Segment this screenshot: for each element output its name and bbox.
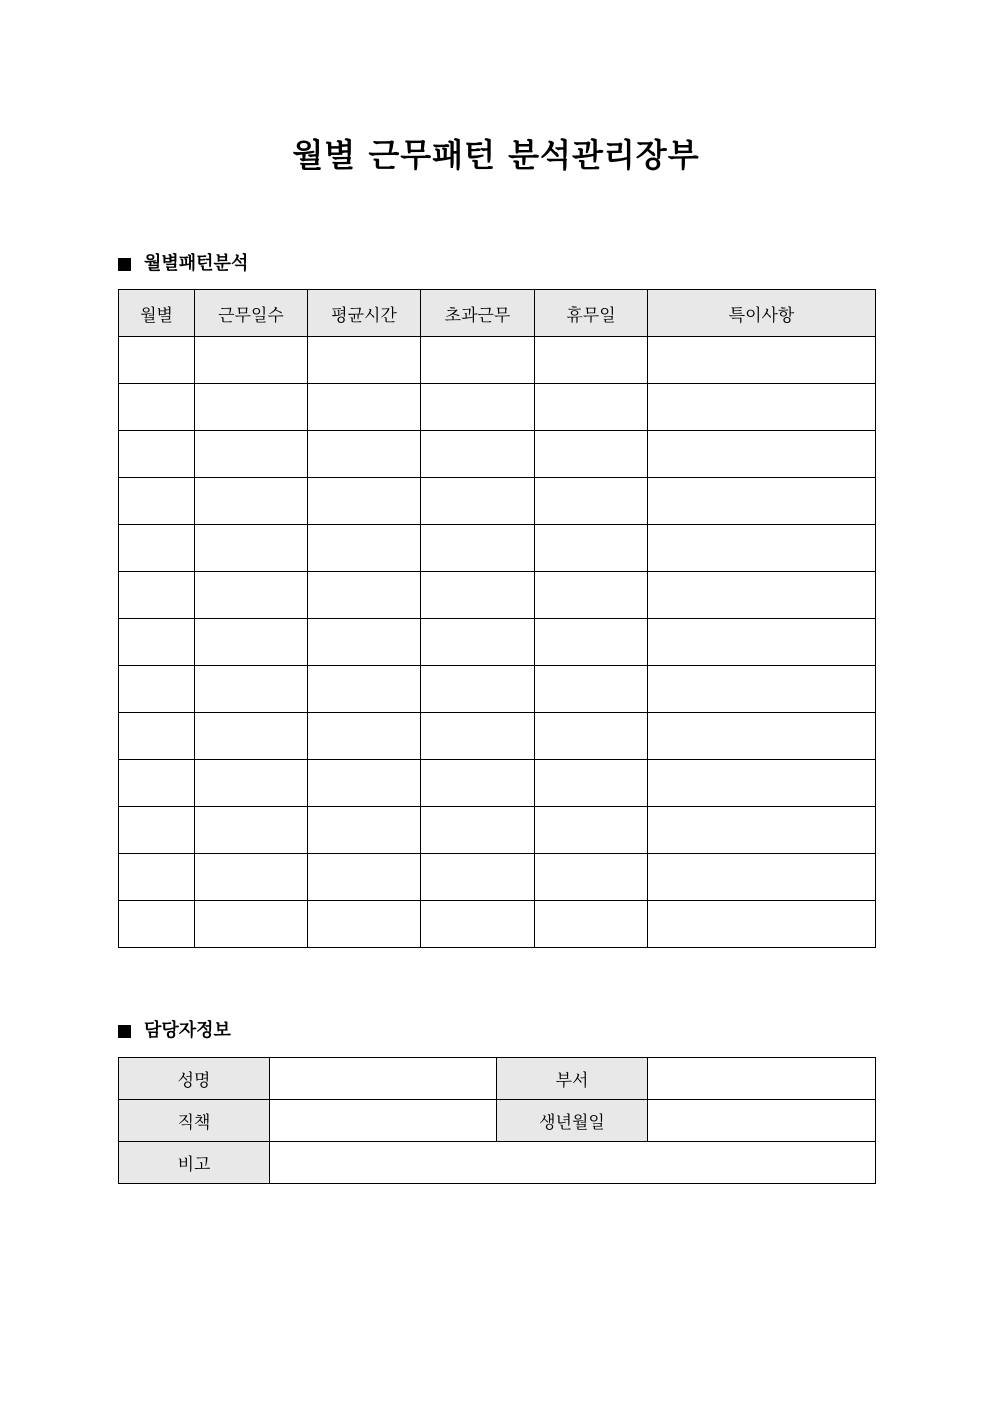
column-header-average-hours: 평균시간 [308, 290, 421, 337]
remarks-cell[interactable] [648, 854, 876, 901]
manager-section-title: 담당자정보 [144, 1020, 231, 1041]
table-row [119, 619, 876, 666]
overtime-cell[interactable] [421, 760, 535, 807]
month-cell[interactable] [119, 525, 195, 572]
table-row [119, 666, 876, 713]
days-off-cell[interactable] [535, 337, 648, 384]
average-hours-cell[interactable] [308, 431, 421, 478]
column-header-remarks: 특이사항 [648, 290, 876, 337]
work-days-cell[interactable] [195, 854, 308, 901]
days-off-cell[interactable] [535, 619, 648, 666]
month-cell[interactable] [119, 854, 195, 901]
average-hours-cell[interactable] [308, 901, 421, 948]
department-field[interactable] [648, 1058, 876, 1100]
table-row [119, 384, 876, 431]
table-row [119, 901, 876, 948]
remarks-cell[interactable] [648, 478, 876, 525]
table-row [119, 760, 876, 807]
work-days-cell[interactable] [195, 619, 308, 666]
note-field[interactable] [270, 1142, 876, 1184]
days-off-cell[interactable] [535, 666, 648, 713]
month-cell[interactable] [119, 384, 195, 431]
average-hours-cell[interactable] [308, 666, 421, 713]
month-cell[interactable] [119, 478, 195, 525]
column-header-work-days: 근무일수 [195, 290, 308, 337]
square-bullet-icon [118, 1025, 131, 1038]
table-row [119, 1058, 876, 1100]
average-hours-cell[interactable] [308, 478, 421, 525]
work-days-cell[interactable] [195, 384, 308, 431]
month-cell[interactable] [119, 901, 195, 948]
average-hours-cell[interactable] [308, 337, 421, 384]
work-days-cell[interactable] [195, 431, 308, 478]
work-days-cell[interactable] [195, 525, 308, 572]
overtime-cell[interactable] [421, 901, 535, 948]
overtime-cell[interactable] [421, 337, 535, 384]
days-off-cell[interactable] [535, 760, 648, 807]
overtime-cell[interactable] [421, 431, 535, 478]
table-row [119, 854, 876, 901]
column-header-month: 월별 [119, 290, 195, 337]
table-row [119, 1142, 876, 1184]
days-off-cell[interactable] [535, 384, 648, 431]
square-bullet-icon [118, 258, 131, 271]
name-field[interactable] [270, 1058, 497, 1100]
month-cell[interactable] [119, 713, 195, 760]
department-label: 부서 [497, 1058, 648, 1100]
month-cell[interactable] [119, 807, 195, 854]
table-row [119, 525, 876, 572]
overtime-cell[interactable] [421, 525, 535, 572]
work-days-cell[interactable] [195, 807, 308, 854]
work-days-cell[interactable] [195, 713, 308, 760]
average-hours-cell[interactable] [308, 572, 421, 619]
overtime-cell[interactable] [421, 713, 535, 760]
birthdate-label: 생년월일 [497, 1100, 648, 1142]
remarks-cell[interactable] [648, 431, 876, 478]
month-cell[interactable] [119, 337, 195, 384]
remarks-cell[interactable] [648, 713, 876, 760]
table-row [119, 1100, 876, 1142]
work-days-cell[interactable] [195, 337, 308, 384]
overtime-cell[interactable] [421, 666, 535, 713]
table-row [119, 807, 876, 854]
table-row [119, 431, 876, 478]
pattern-section-heading [118, 252, 248, 276]
position-field[interactable] [270, 1100, 497, 1142]
column-header-days-off: 휴무일 [535, 290, 648, 337]
average-hours-cell[interactable] [308, 760, 421, 807]
average-hours-cell[interactable] [308, 619, 421, 666]
remarks-cell[interactable] [648, 666, 876, 713]
table-row [119, 713, 876, 760]
average-hours-cell[interactable] [308, 525, 421, 572]
remarks-cell[interactable] [648, 901, 876, 948]
days-off-cell[interactable] [535, 525, 648, 572]
days-off-cell[interactable] [535, 807, 648, 854]
work-days-cell[interactable] [195, 760, 308, 807]
name-label: 성명 [119, 1058, 270, 1100]
overtime-cell[interactable] [421, 478, 535, 525]
work-days-cell[interactable] [195, 901, 308, 948]
position-label: 직책 [119, 1100, 270, 1142]
month-cell[interactable] [119, 619, 195, 666]
month-cell[interactable] [119, 572, 195, 619]
overtime-cell[interactable] [421, 854, 535, 901]
days-off-cell[interactable] [535, 901, 648, 948]
pattern-section-title: 월별패턴분석 [144, 253, 249, 274]
work-days-cell[interactable] [195, 572, 308, 619]
days-off-cell[interactable] [535, 572, 648, 619]
remarks-cell[interactable] [648, 760, 876, 807]
days-off-cell[interactable] [535, 854, 648, 901]
page-title: 월별 근무패턴 분석관리장부 [292, 136, 700, 174]
work-days-cell[interactable] [195, 666, 308, 713]
days-off-cell[interactable] [535, 431, 648, 478]
manager-section-heading [118, 1019, 231, 1043]
birthdate-field[interactable] [648, 1100, 876, 1142]
table-row [119, 478, 876, 525]
table-row [119, 337, 876, 384]
average-hours-cell[interactable] [308, 384, 421, 431]
remarks-cell[interactable] [648, 337, 876, 384]
overtime-cell[interactable] [421, 572, 535, 619]
days-off-cell[interactable] [535, 713, 648, 760]
table-header-row [119, 290, 876, 337]
remarks-cell[interactable] [648, 525, 876, 572]
average-hours-cell[interactable] [308, 713, 421, 760]
remarks-cell[interactable] [648, 619, 876, 666]
monthly-pattern-table [118, 289, 876, 948]
remarks-cell[interactable] [648, 572, 876, 619]
note-label: 비고 [119, 1142, 270, 1184]
month-cell[interactable] [119, 431, 195, 478]
overtime-cell[interactable] [421, 619, 535, 666]
month-cell[interactable] [119, 666, 195, 713]
remarks-cell[interactable] [648, 807, 876, 854]
table-row [119, 572, 876, 619]
overtime-cell[interactable] [421, 384, 535, 431]
column-header-overtime: 초과근무 [421, 290, 535, 337]
work-days-cell[interactable] [195, 478, 308, 525]
remarks-cell[interactable] [648, 384, 876, 431]
average-hours-cell[interactable] [308, 854, 421, 901]
overtime-cell[interactable] [421, 807, 535, 854]
days-off-cell[interactable] [535, 478, 648, 525]
manager-info-table [118, 1057, 876, 1184]
month-cell[interactable] [119, 760, 195, 807]
average-hours-cell[interactable] [308, 807, 421, 854]
